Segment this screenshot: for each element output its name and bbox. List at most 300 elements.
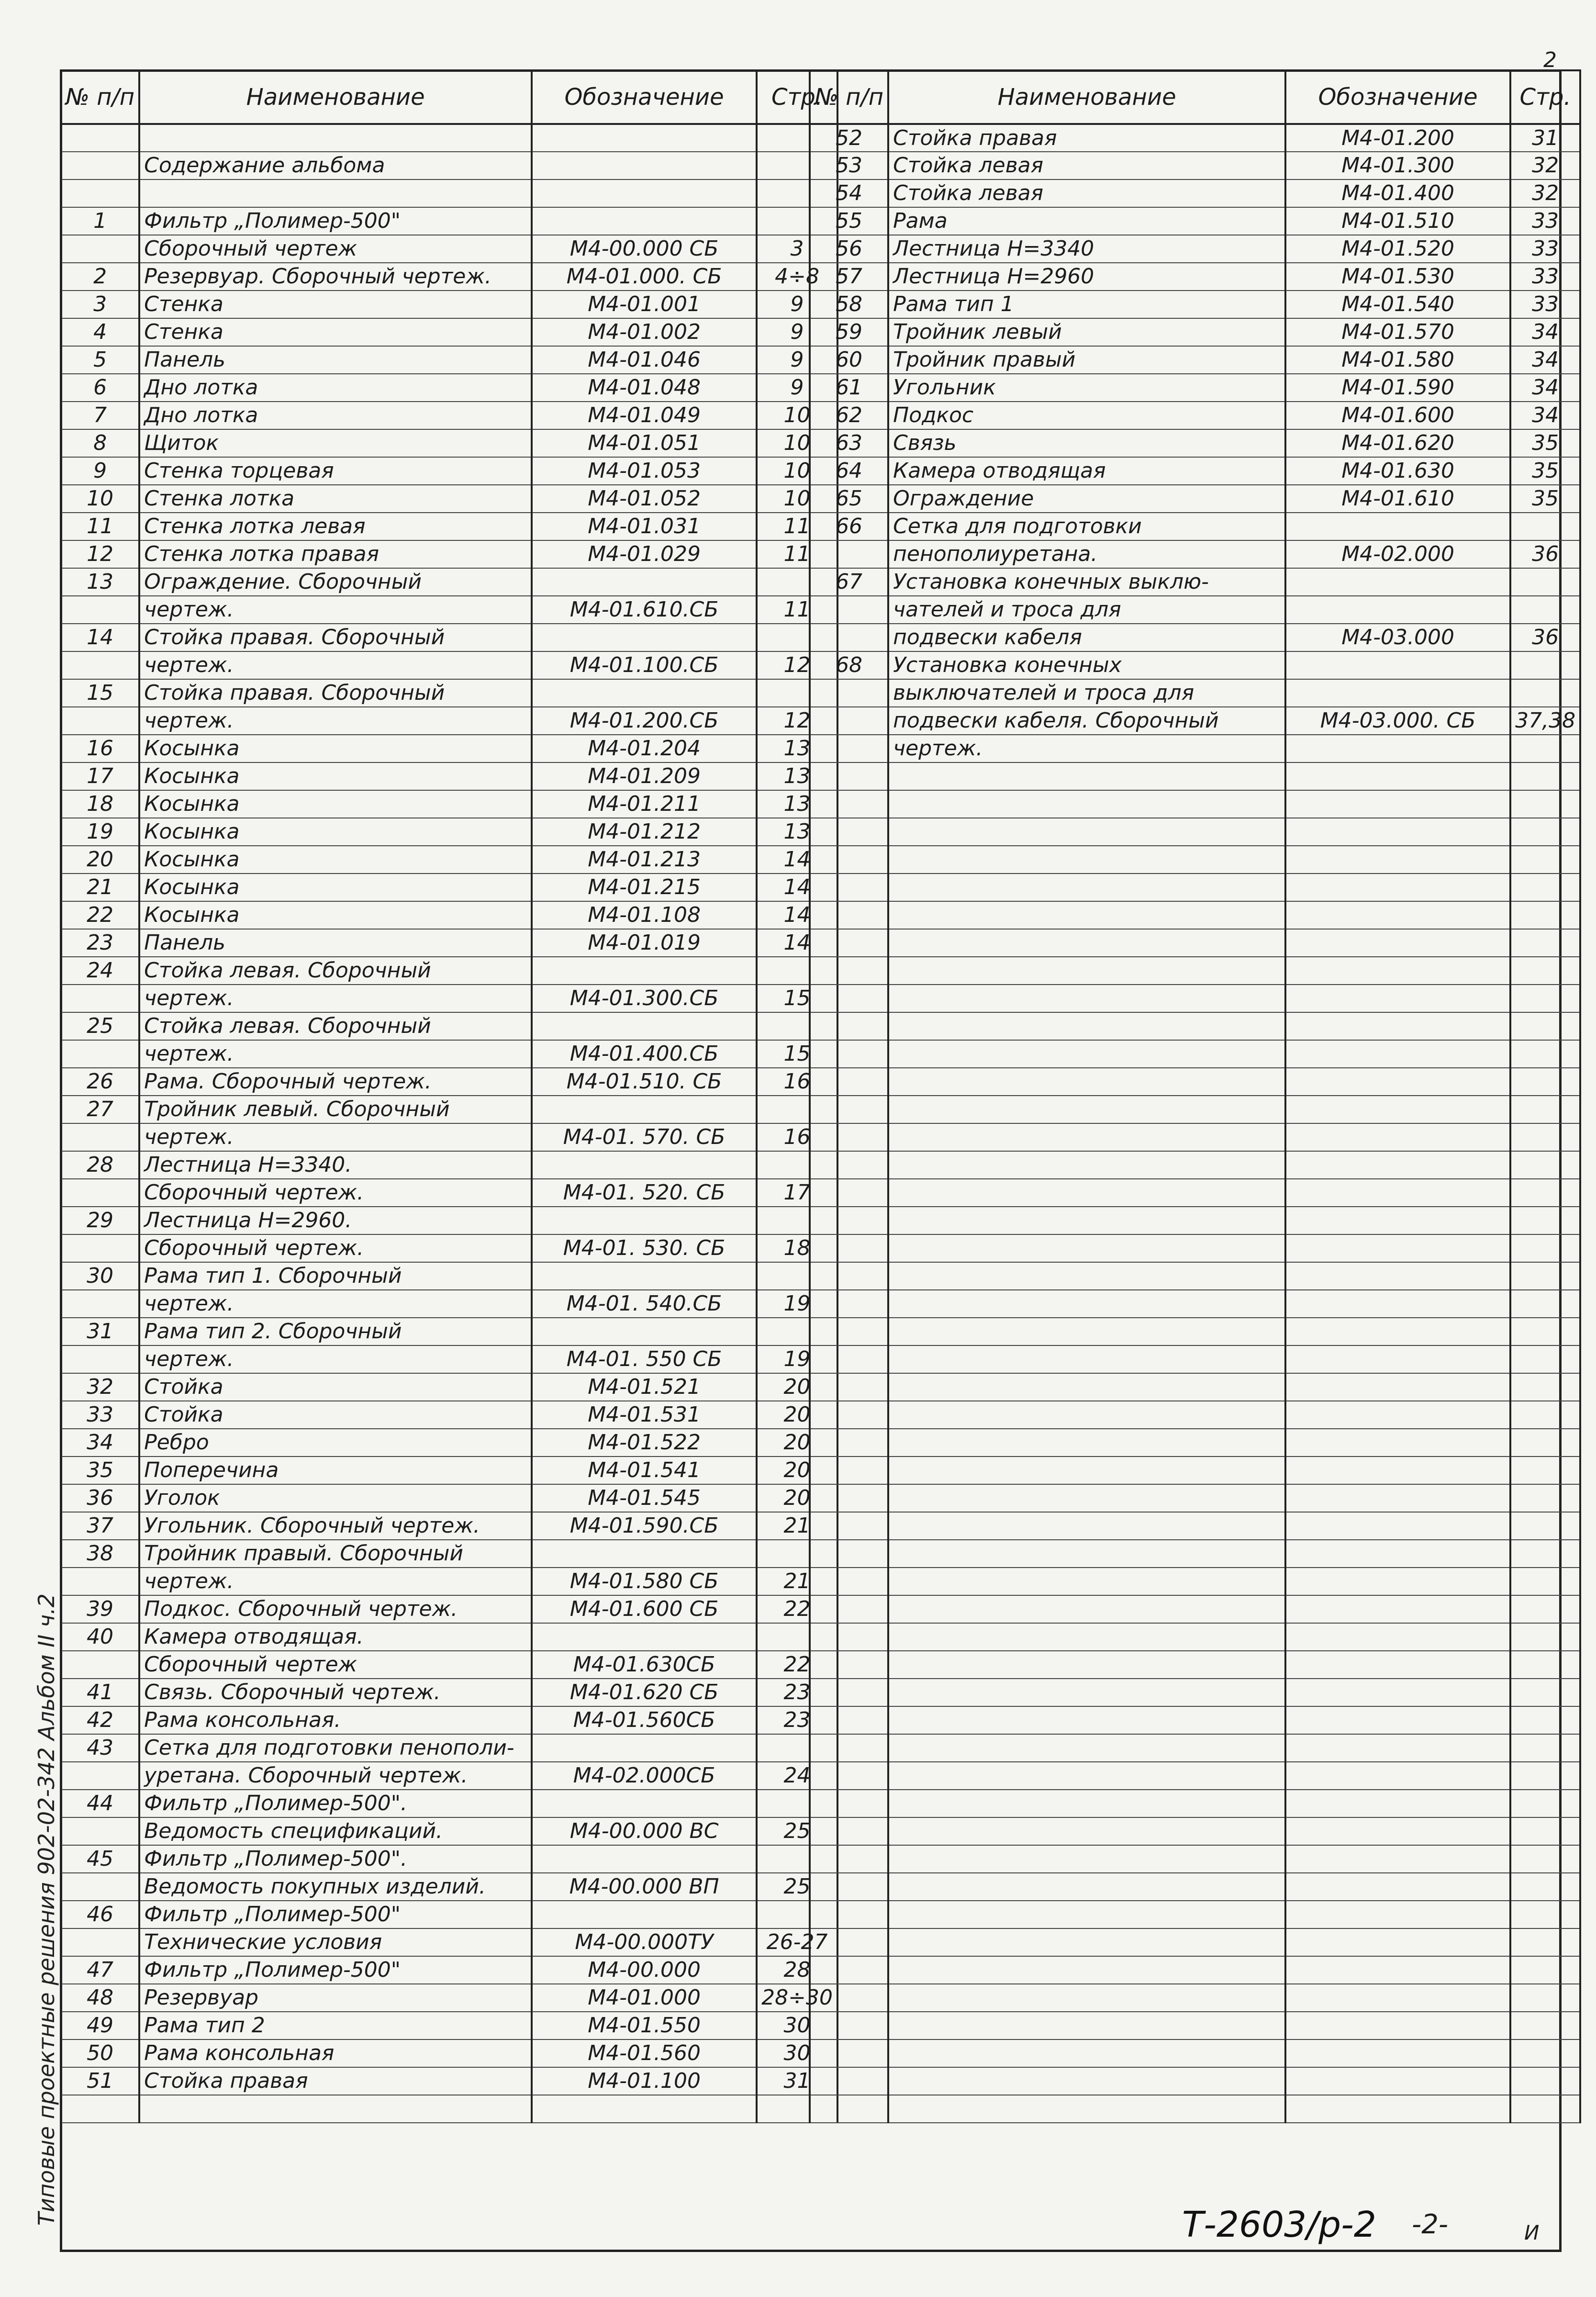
row-page xyxy=(1510,985,1580,1012)
row-code: М4-01.510 xyxy=(1285,207,1510,235)
table-row xyxy=(810,1318,1580,1345)
table-row xyxy=(61,1068,837,1096)
table-row xyxy=(61,457,837,485)
row-number: 50 xyxy=(61,2039,139,2067)
row-name: Сетка для подготовки xyxy=(888,513,1285,540)
row-number: 40 xyxy=(61,1623,139,1651)
row-code xyxy=(1285,1096,1510,1123)
row-name: Панель xyxy=(139,346,532,374)
row-page xyxy=(1510,1429,1580,1457)
row-code xyxy=(1285,1679,1510,1706)
row-number: 6 xyxy=(61,374,139,402)
table-row xyxy=(810,402,1580,429)
row-name: Фильтр „Полимер-500" xyxy=(139,1901,532,1928)
row-name xyxy=(888,1679,1285,1706)
table-row xyxy=(810,1207,1580,1234)
row-number xyxy=(810,1345,888,1373)
row-name: Тройник левый xyxy=(888,318,1285,346)
row-name xyxy=(888,1790,1285,1817)
page-mark: -2- xyxy=(1412,2209,1449,2240)
table-row xyxy=(810,1429,1580,1457)
row-number xyxy=(810,1096,888,1123)
row-number: 60 xyxy=(810,346,888,374)
row-code xyxy=(532,124,757,152)
row-code: М4-01.000 xyxy=(532,1984,757,2012)
row-code xyxy=(1285,1595,1510,1623)
row-page xyxy=(1510,568,1580,596)
row-page xyxy=(1510,1096,1580,1123)
row-number: 32 xyxy=(61,1373,139,1401)
row-code: М4-03.000 xyxy=(1285,624,1510,651)
row-number: 22 xyxy=(61,901,139,929)
table-row xyxy=(61,679,837,707)
contents-table-right xyxy=(809,69,1581,2123)
row-page: 36 xyxy=(1510,624,1580,651)
table-row xyxy=(810,846,1580,874)
table-row xyxy=(810,1540,1580,1568)
row-name: выключателей и троса для xyxy=(888,679,1285,707)
row-code: М4-01.029 xyxy=(532,540,757,568)
row-name xyxy=(888,1123,1285,1151)
table-row xyxy=(810,1873,1580,1901)
row-page: 10 xyxy=(757,402,837,429)
row-name: Лестница Н=3340 xyxy=(888,235,1285,263)
row-number xyxy=(810,1568,888,1595)
row-code: М4-01.545 xyxy=(532,1484,757,1512)
row-number: 5 xyxy=(61,346,139,374)
row-code xyxy=(1285,846,1510,874)
row-number xyxy=(61,1040,139,1068)
table-row xyxy=(61,1401,837,1429)
table-row xyxy=(810,1901,1580,1928)
row-page: 16 xyxy=(757,1123,837,1151)
row-page: 20 xyxy=(757,1373,837,1401)
row-number xyxy=(61,707,139,735)
table-row xyxy=(61,651,837,679)
row-name xyxy=(888,2039,1285,2067)
row-page: 20 xyxy=(757,1457,837,1484)
row-number xyxy=(810,679,888,707)
table-row xyxy=(61,2067,837,2095)
table-row xyxy=(810,679,1580,707)
row-number xyxy=(810,1068,888,1096)
row-code: М4-01.560СБ xyxy=(532,1706,757,1734)
table-row xyxy=(61,1512,837,1540)
row-page: 17 xyxy=(757,1179,837,1207)
row-page xyxy=(1510,846,1580,874)
row-number xyxy=(61,1123,139,1151)
row-page xyxy=(1510,1012,1580,1040)
table-row xyxy=(61,1928,837,1956)
row-page: 14 xyxy=(757,874,837,901)
row-name: Стойка левая xyxy=(888,179,1285,207)
row-page: 34 xyxy=(1510,374,1580,402)
row-number: 64 xyxy=(810,457,888,485)
row-number xyxy=(61,1345,139,1373)
row-number: 42 xyxy=(61,1706,139,1734)
row-number: 59 xyxy=(810,318,888,346)
table-row xyxy=(61,1484,837,1512)
row-code xyxy=(532,1096,757,1123)
row-code: М4-01.570 xyxy=(1285,318,1510,346)
row-name xyxy=(888,1318,1285,1345)
row-code xyxy=(1285,1790,1510,1817)
row-page: 25 xyxy=(757,1873,837,1901)
table-row xyxy=(61,1040,837,1068)
row-page: 4÷8 xyxy=(757,263,837,291)
row-page: 33 xyxy=(1510,291,1580,318)
row-name: Панель xyxy=(139,929,532,957)
row-name xyxy=(888,1429,1285,1457)
row-code xyxy=(532,179,757,207)
row-page: 25 xyxy=(757,1817,837,1845)
row-number: 1 xyxy=(61,207,139,235)
table-row xyxy=(810,235,1580,263)
row-page xyxy=(1510,2067,1580,2095)
row-page xyxy=(1510,1706,1580,1734)
row-code xyxy=(1285,1345,1510,1373)
row-page xyxy=(1510,1123,1580,1151)
table-row xyxy=(61,1651,837,1679)
row-code: М4-02.000СБ xyxy=(532,1762,757,1790)
row-number xyxy=(810,790,888,818)
row-code: М4-01.209 xyxy=(532,762,757,790)
row-code xyxy=(1285,2067,1510,2095)
row-name xyxy=(888,874,1285,901)
table-row xyxy=(61,152,837,179)
row-page xyxy=(1510,1068,1580,1096)
row-number xyxy=(61,1568,139,1595)
row-page xyxy=(1510,2012,1580,2039)
row-page: 26-27 xyxy=(757,1928,837,1956)
row-number: 54 xyxy=(810,179,888,207)
table-row xyxy=(61,540,837,568)
table-row xyxy=(810,2095,1580,2123)
row-code: М4-01.531 xyxy=(532,1401,757,1429)
row-name: Рама. Сборочный чертеж. xyxy=(139,1068,532,1096)
row-name: чертеж. xyxy=(888,735,1285,762)
row-code: М4-01.100.СБ xyxy=(532,651,757,679)
row-name: Камера отводящая. xyxy=(139,1623,532,1651)
row-number: 57 xyxy=(810,263,888,291)
row-name: чертеж. xyxy=(139,707,532,735)
row-page: 10 xyxy=(757,457,837,485)
row-name xyxy=(888,1179,1285,1207)
table-row xyxy=(810,818,1580,846)
row-number: 8 xyxy=(61,429,139,457)
row-name xyxy=(888,1457,1285,1484)
table-row xyxy=(61,1262,837,1290)
row-code: М4-01.580 СБ xyxy=(532,1568,757,1595)
row-name: Установка конечных выклю- xyxy=(888,568,1285,596)
table-row xyxy=(61,2012,837,2039)
table-row xyxy=(810,1096,1580,1123)
row-code: М4-01.051 xyxy=(532,429,757,457)
row-name: Ребро xyxy=(139,1429,532,1457)
row-number: 26 xyxy=(61,1068,139,1096)
row-code: М4-01.300 xyxy=(1285,152,1510,179)
table-row xyxy=(810,985,1580,1012)
row-name xyxy=(888,1207,1285,1234)
row-code: М4-01.100 xyxy=(532,2067,757,2095)
row-number xyxy=(810,1012,888,1040)
row-name: Стенка лотка правая xyxy=(139,540,532,568)
row-page xyxy=(1510,1234,1580,1262)
row-name: Угольник xyxy=(888,374,1285,402)
row-page: 24 xyxy=(757,1762,837,1790)
row-name: Фильтр „Полимер-500". xyxy=(139,1845,532,1873)
table-row xyxy=(61,1679,837,1706)
table-row xyxy=(61,346,837,374)
header-name: Наименование xyxy=(888,70,1285,124)
row-number xyxy=(810,1845,888,1873)
row-number: 17 xyxy=(61,762,139,790)
table-row xyxy=(810,1373,1580,1401)
header-name: Наименование xyxy=(139,70,532,124)
row-code: М4-01.108 xyxy=(532,901,757,929)
row-code xyxy=(1285,1873,1510,1901)
row-page xyxy=(1510,2039,1580,2067)
row-name xyxy=(888,1984,1285,2012)
row-page xyxy=(1510,874,1580,901)
row-page: 35 xyxy=(1510,429,1580,457)
row-name: чертеж. xyxy=(139,1345,532,1373)
row-page xyxy=(1510,1651,1580,1679)
table-row xyxy=(61,1734,837,1762)
table-row xyxy=(61,762,837,790)
row-page xyxy=(1510,957,1580,985)
table-row xyxy=(810,1845,1580,1873)
table-row xyxy=(61,1151,837,1179)
row-code xyxy=(532,568,757,596)
row-name: Резервуар. Сборочный чертеж. xyxy=(139,263,532,291)
table-row xyxy=(61,901,837,929)
row-code xyxy=(1285,1151,1510,1179)
row-name: Стенка xyxy=(139,318,532,346)
row-number: 4 xyxy=(61,318,139,346)
row-name: Косынка xyxy=(139,790,532,818)
row-number xyxy=(810,818,888,846)
row-code: М4-01.510. СБ xyxy=(532,1068,757,1096)
row-code: М4-02.000 xyxy=(1285,540,1510,568)
row-number: 3 xyxy=(61,291,139,318)
row-page: 10 xyxy=(757,485,837,513)
row-number xyxy=(810,846,888,874)
row-name xyxy=(888,985,1285,1012)
row-page: 13 xyxy=(757,735,837,762)
row-page xyxy=(1510,1262,1580,1290)
table-row xyxy=(810,1512,1580,1540)
row-name: Рама тип 2 xyxy=(139,2012,532,2039)
row-code: М4-01.046 xyxy=(532,346,757,374)
row-code xyxy=(1285,957,1510,985)
row-page: 33 xyxy=(1510,263,1580,291)
row-page: 23 xyxy=(757,1679,837,1706)
table-row xyxy=(810,429,1580,457)
table-row xyxy=(61,1457,837,1484)
row-page xyxy=(1510,1956,1580,1984)
row-number xyxy=(810,874,888,901)
table-row xyxy=(61,1290,837,1318)
row-number: 45 xyxy=(61,1845,139,1873)
row-name xyxy=(888,929,1285,957)
row-name xyxy=(888,1901,1285,1928)
row-name: Тройник правый. Сборочный xyxy=(139,1540,532,1568)
row-name: Содержание альбома xyxy=(139,152,532,179)
row-number: 33 xyxy=(61,1401,139,1429)
row-name: подвески кабеля. Сборочный xyxy=(888,707,1285,735)
row-code xyxy=(532,1012,757,1040)
row-code: М4-01.620 СБ xyxy=(532,1679,757,1706)
row-code xyxy=(1285,1457,1510,1484)
row-name: чертеж. xyxy=(139,1040,532,1068)
row-code xyxy=(1285,513,1510,540)
table-row xyxy=(810,735,1580,762)
corner-mark: И xyxy=(1524,2221,1540,2244)
row-name xyxy=(888,1262,1285,1290)
row-name: Стойка правая xyxy=(139,2067,532,2095)
row-page xyxy=(1510,1817,1580,1845)
row-page: 16 xyxy=(757,1068,837,1096)
row-page: 22 xyxy=(757,1595,837,1623)
row-number xyxy=(810,1290,888,1318)
row-page: 30 xyxy=(757,2039,837,2067)
row-name xyxy=(888,1734,1285,1762)
row-page xyxy=(1510,1984,1580,2012)
row-number xyxy=(810,1040,888,1068)
row-name: Дно лотка xyxy=(139,374,532,402)
table-row xyxy=(810,346,1580,374)
row-page: 10 xyxy=(757,429,837,457)
table-row xyxy=(61,1762,837,1790)
row-name xyxy=(888,1540,1285,1568)
row-name xyxy=(888,1401,1285,1429)
row-name: чертеж. xyxy=(139,1123,532,1151)
row-page xyxy=(1510,2095,1580,2123)
row-number: 65 xyxy=(810,485,888,513)
row-number xyxy=(810,1484,888,1512)
row-name: Сборочный чертеж xyxy=(139,1651,532,1679)
row-name: Связь. Сборочный чертеж. xyxy=(139,1679,532,1706)
row-number xyxy=(810,1790,888,1817)
table-row xyxy=(810,1956,1580,1984)
row-number: 44 xyxy=(61,1790,139,1817)
row-number xyxy=(61,596,139,624)
row-name: Стенка торцевая xyxy=(139,457,532,485)
row-name: Камера отводящая xyxy=(888,457,1285,485)
table-row xyxy=(61,596,837,624)
row-code: М4-01.052 xyxy=(532,485,757,513)
row-code: М4-00.000ТУ xyxy=(532,1928,757,1956)
row-code xyxy=(1285,985,1510,1012)
row-code xyxy=(1285,1928,1510,1956)
row-name xyxy=(888,1151,1285,1179)
row-page: 9 xyxy=(757,346,837,374)
table-row xyxy=(810,624,1580,651)
row-number: 30 xyxy=(61,1262,139,1290)
row-number xyxy=(61,152,139,179)
row-number xyxy=(810,1762,888,1790)
row-page xyxy=(1510,1290,1580,1318)
table-row xyxy=(61,1123,837,1151)
row-name xyxy=(888,762,1285,790)
row-code xyxy=(1285,679,1510,707)
table-row xyxy=(61,318,837,346)
row-name: Сборочный чертеж. xyxy=(139,1234,532,1262)
row-code xyxy=(1285,1762,1510,1790)
row-page: 23 xyxy=(757,1706,837,1734)
table-row xyxy=(61,1096,837,1123)
row-code xyxy=(1285,1901,1510,1928)
row-code: М4-00.000 ВС xyxy=(532,1817,757,1845)
row-code xyxy=(1285,1817,1510,1845)
document-code-stamp: Т-2603/р-2 xyxy=(1182,2204,1376,2245)
row-code xyxy=(532,1790,757,1817)
row-code: М4-01.204 xyxy=(532,735,757,762)
row-number: 10 xyxy=(61,485,139,513)
table-row xyxy=(61,735,837,762)
row-number xyxy=(810,596,888,624)
row-number xyxy=(810,929,888,957)
table-row xyxy=(810,762,1580,790)
row-code: М4-01.580 xyxy=(1285,346,1510,374)
row-code xyxy=(532,1318,757,1345)
row-number xyxy=(810,1901,888,1928)
table-row xyxy=(810,2067,1580,2095)
row-number xyxy=(810,985,888,1012)
row-name xyxy=(888,1595,1285,1623)
row-name: чертеж. xyxy=(139,1568,532,1595)
row-number: 31 xyxy=(61,1318,139,1345)
table-row xyxy=(810,1484,1580,1512)
table-row xyxy=(810,1262,1580,1290)
row-name: Сетка для подготовки пенополи- xyxy=(139,1734,532,1762)
row-page xyxy=(1510,1373,1580,1401)
row-name: Подкос. Сборочный чертеж. xyxy=(139,1595,532,1623)
row-number xyxy=(810,957,888,985)
row-code xyxy=(532,1901,757,1928)
table-row xyxy=(61,124,837,152)
row-number xyxy=(810,1679,888,1706)
row-code xyxy=(532,1262,757,1290)
row-number xyxy=(810,2067,888,2095)
row-number: 11 xyxy=(61,513,139,540)
row-number xyxy=(810,624,888,651)
row-number xyxy=(810,1540,888,1568)
row-code xyxy=(1285,1956,1510,1984)
table-row xyxy=(61,1623,837,1651)
row-name: Щиток xyxy=(139,429,532,457)
row-page: 35 xyxy=(1510,485,1580,513)
row-code: М4-01.002 xyxy=(532,318,757,346)
row-number xyxy=(810,1207,888,1234)
row-name: Лестница Н=2960. xyxy=(139,1207,532,1234)
table-row xyxy=(810,513,1580,540)
row-page: 20 xyxy=(757,1429,837,1457)
table-header-row xyxy=(61,70,837,124)
table-row xyxy=(61,818,837,846)
row-page: 32 xyxy=(1510,152,1580,179)
row-page: 13 xyxy=(757,762,837,790)
row-name: Стенка xyxy=(139,291,532,318)
row-code xyxy=(1285,1484,1510,1512)
row-number: 63 xyxy=(810,429,888,457)
table-row xyxy=(810,1012,1580,1040)
row-page xyxy=(1510,1679,1580,1706)
row-number: 21 xyxy=(61,874,139,901)
table-row xyxy=(61,790,837,818)
table-row xyxy=(810,1345,1580,1373)
